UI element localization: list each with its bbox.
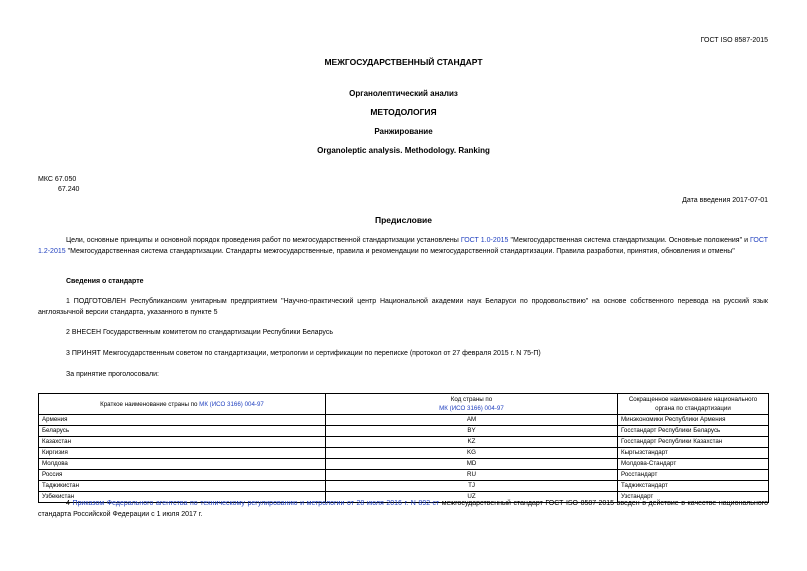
voted-label: За принятие проголосовали:: [66, 371, 159, 378]
table-row: [39, 459, 769, 470]
table-cell-code: BY: [326, 426, 618, 437]
title-line-1: Органолептический анализ: [349, 89, 458, 98]
table-cell-body: Таджикстандарт: [618, 481, 769, 492]
standard-type-heading: МЕЖГОСУДАРСТВЕННЫЙ СТАНДАРТ: [324, 57, 483, 67]
table-cell-body: Росстандарт: [618, 470, 769, 481]
table-cell-country: Киргизия: [39, 448, 326, 459]
table-cell-code: KG: [326, 448, 618, 459]
table-row: [39, 415, 769, 426]
item-3-adopted: 3 ПРИНЯТ Межгосударственным советом по стандартизации, метрологии и сертификации по переписке (протокол от 27 февраля 2015 г. N 75-П): [66, 350, 541, 357]
table-cell-code: AM: [326, 415, 618, 426]
table-cell-code: UZ: [326, 492, 618, 503]
table-row: [39, 470, 769, 481]
item-1-prepared: 1 ПОДГОТОВЛЕН Республиканским унитарным предприятием "Научно-практический центр Национальной академии наук Беларуси по продовольствию" на основе собственного перевода на русский язык англоязычной версии стандарта, указанного в пункте 5: [38, 298, 768, 316]
document-code: ГОСТ ISO 8587-2015: [700, 37, 768, 44]
table-cell-country: Россия: [39, 470, 326, 481]
mks-code-1: МКС 67.050: [38, 176, 77, 183]
table-cell-country: Армения: [39, 415, 326, 426]
table-row: [39, 426, 769, 437]
info-heading: Сведения о стандарте: [66, 278, 144, 285]
table-cell-country: Молдова: [39, 459, 326, 470]
table-cell-country: Узбекистан: [39, 492, 326, 503]
table-cell-country: Таджикистан: [39, 481, 326, 492]
foreword-text-3: "Межгосударственная система стандартизации. Стандарты межгосударственные, правила и рекомендации по межгосударственной стандартизации. Правила разработки, принятия, обновления и отмены": [65, 247, 735, 255]
order-rosstandart-link[interactable]: Приказом Федерального агентства по техническому регулированию и метрологии от 28 июля 2016 г. N 892-ст: [72, 500, 440, 507]
introduction-date: Дата введения 2017-07-01: [682, 197, 768, 204]
header-country-name: Краткое наименование страны по МК (ИСО 3166) 004-97: [39, 394, 326, 415]
table-cell-code: KZ: [326, 437, 618, 448]
title-line-2: МЕТОДОЛОГИЯ: [370, 107, 437, 117]
table-cell-body: Минэкономики Республики Армения: [618, 415, 769, 426]
header-national-body: Сокращенное наименование национального органа по стандартизации: [618, 394, 769, 415]
item-4-text: межгосударственный стандарт ГОСТ ISO 8587-2015 введен в действие в качестве национального стандарта Российской Федерации с 1 июля 2017 г.: [38, 500, 769, 518]
gost-1-2-link[interactable]: ГОСТ 1.2-2015: [38, 237, 768, 255]
table-header-row: [39, 394, 769, 415]
title-line-3: Ранжирование: [374, 127, 433, 136]
table-row: [39, 448, 769, 459]
table-row: [39, 437, 769, 448]
foreword-paragraph: [38, 236, 768, 257]
table-cell-country: Казахстан: [39, 437, 326, 448]
item-4-number: 4: [66, 500, 73, 507]
table-cell-code: MD: [326, 459, 618, 470]
mks-code-2: 67.240: [58, 186, 80, 193]
item-4-order: [38, 499, 768, 520]
title-english: Organoleptic analysis. Methodology. Ranking: [317, 146, 490, 155]
table-cell-country: Беларусь: [39, 426, 326, 437]
gost-1-0-link[interactable]: ГОСТ 1.0-2015: [460, 237, 509, 244]
foreword-text-2: "Межгосударственная система стандартизации. Основные положения" и: [508, 237, 751, 244]
table-cell-body: Молдова-Стандарт: [618, 459, 769, 470]
table-cell-body: Кыргызстандарт: [618, 448, 769, 459]
header-country-code: Код страны по МК (ИСО 3166) 004-97: [326, 394, 618, 415]
table-cell-code: RU: [326, 470, 618, 481]
mk-iso-link-2[interactable]: МК (ИСО 3166) 004-97: [439, 405, 504, 412]
foreword-heading: Предисловие: [374, 215, 433, 225]
table-cell-body: Госстандарт Республики Казахстан: [618, 437, 769, 448]
table-cell-body: Госстандарт Республики Беларусь: [618, 426, 769, 437]
mk-iso-link-1[interactable]: МК (ИСО 3166) 004-97: [199, 400, 264, 408]
table-cell-body: Узстандарт: [618, 492, 769, 503]
voting-countries-table: [38, 393, 769, 503]
item-2-submitted: 2 ВНЕСЕН Государственным комитетом по стандартизации Республики Беларусь: [66, 329, 333, 336]
table-cell-code: TJ: [326, 481, 618, 492]
table-row: [39, 481, 769, 492]
foreword-text-1: Цели, основные принципы и основной порядок проведения работ по межгосударственной стандартизации установлены: [66, 237, 461, 244]
